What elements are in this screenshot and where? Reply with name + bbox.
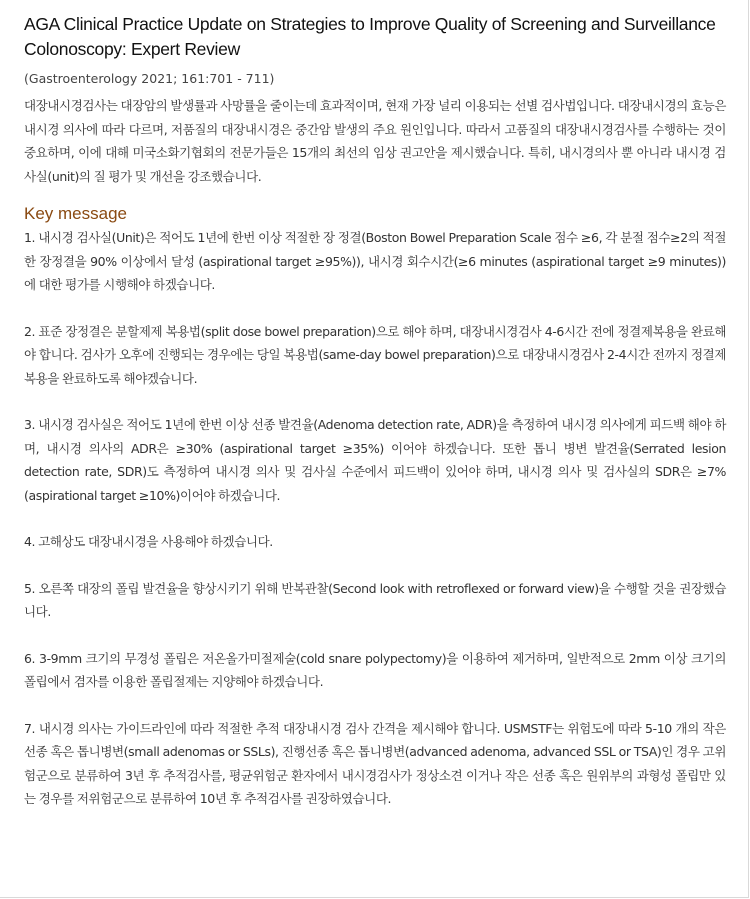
key-message-item: 1. 내시경 검사실(Unit)은 적어도 1년에 한번 이상 적절한 장 정결(Boston Bowel Preparation Scale 점수 ≥6, 각 분절 점수≥2의 적절한 장정결을 90% 이상에서 달성 (aspirational target ≥95%)), 내시경 회수시간(≥6 minutes (aspirational target ≥9 minutes))에 대한 평가를 시행해야 하겠습니다. [24, 230, 726, 292]
key-message-item: 5. 오른쪽 대장의 폴립 발견율을 향상시키기 위해 반복관찰(Second look with retroflexed or forward view)을 수행할 것을 권장했습니다. [24, 580, 726, 619]
intro-paragraph: 대장내시경검사는 대장암의 발생률과 사망률을 줄이는데 효과적이며, 현재 가장 널리 이용되는 선별 검사법입니다. 대장내시경의 효능은 내시경 의사에 따라 다르며, 저품질의 대장내시경은 중간암 발생의 주요 원인입니다. 따라서 고품질의 대장내시경검사를 수행하는 것이 중요하며, 이에 대해 미국소화기협회의 전문가들은 15개의 최선의 임상 권고안을 제시했습니다. 특히, 내시경의사 뿐 아니라 내시경 검사실(unit)의 질 평가 및 개선을 강조했습니다. [24, 98, 726, 184]
key-message-item: 7. 내시경 의사는 가이드라인에 따라 적절한 추적 대장내시경 검사 간격을 제시해야 합니다. USMSTF는 위험도에 따라 5-10 개의 작은 선종 혹은 톱니병변(small adenomas or SSLs), 진행선종 혹은 톱니병변(advanced adenoma, advanced SSL or TSA)인 경우 고위험군으로 분류하여 3년 후 추적검사를, 평균위험군 환자에서 내시경검사가 정상소견 이거나 작은 선종 혹은 원위부의 과형성 폴립만 있는 경우를 저위험군으로 분류하여 10년 후 추적검사를 권장하였습니다. [24, 720, 726, 806]
key-message-list [24, 226, 726, 811]
citation: (Gastroenterology 2021; 161:701 - 711) [24, 71, 275, 86]
article-title: AGA Clinical Practice Update on Strategies to Improve Quality of Screening and Surveillance Colonoscopy: Expert Review [24, 14, 716, 59]
key-message-heading: Key message [24, 204, 127, 223]
key-message-item: 4. 고해상도 대장내시경을 사용해야 하겠습니다. [24, 534, 273, 549]
key-message-item: 2. 표준 장정결은 분할제제 복용법(split dose bowel preparation)으로 해야 하며, 대장내시경검사 4-6시간 전에 정결제복용을 완료해야 합니다. 검사가 오후에 진행되는 경우에는 당일 복용법(same-day bowel preparation)으로 대장내시경검사 2-4시간 전까지 정결제 복용을 완료하도록 해야겠습니다. [24, 323, 726, 386]
article [24, 12, 726, 834]
key-message-item: 6. 3-9mm 크기의 무경성 폴립은 저온올가미절제술(cold snare polypectomy)을 이용하여 제거하며, 일반적으로 2mm 이상 크기의 폴립에서 겸자를 이용한 폴립절제는 지양해야 하겠습니다. [24, 650, 726, 689]
key-message-item: 3. 내시경 검사실은 적어도 1년에 한번 이상 선종 발견율(Adenoma detection rate, ADR)을 측정하여 내시경 의사에게 피드백 해야 하며, 내시경 의사의 ADR은 ≥30% (aspirational target ≥35%) 이어야 하겠습니다. 또한 톱니 병변 발견율(Serrated lesion detection rate, SDR)도 측정하여 내시경 의사 및 검사실 수준에서 피드백이 있어야 하며, 내시경 의사 및 검사실의 SDR은 ≥7% (aspirational target ≥10%)이어야 하겠습니다. [24, 417, 726, 503]
